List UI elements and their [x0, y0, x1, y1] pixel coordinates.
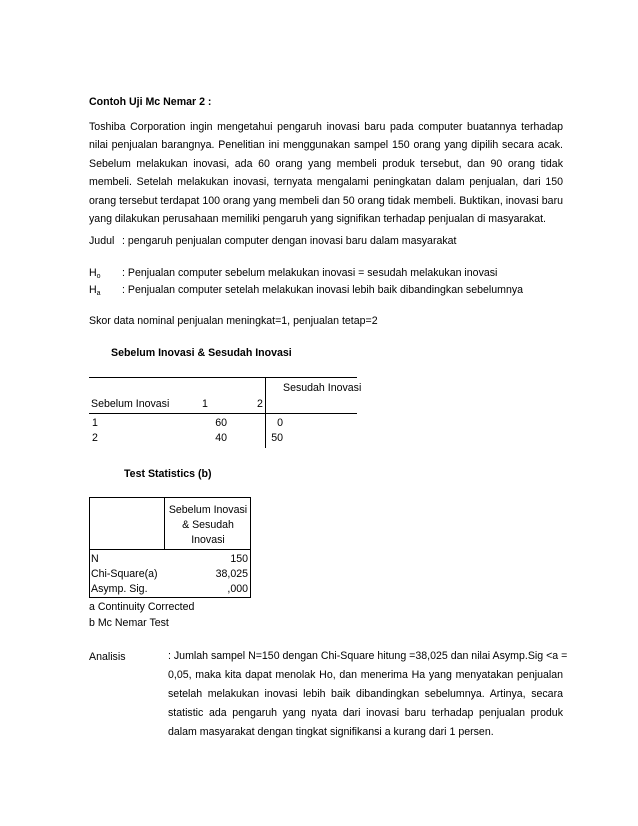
test-stats-title: Test Statistics (b): [124, 468, 212, 480]
h0-value: : Penjualan computer sebelum melakukan inovasi = sesudah melakukan inovasi: [122, 267, 498, 279]
h0-subscript: o: [96, 273, 101, 280]
intro-line: Toshiba Corporation ingin mengetahui pengaruh inovasi baru pada computer buatannya terhadap: [89, 121, 563, 133]
document-title: Contoh Uji Mc Nemar 2 :: [89, 96, 212, 108]
crosstab-row-label: 1: [92, 417, 98, 429]
skor-text: Skor data nominal penjualan meningkat=1, penjualan tetap=2: [89, 315, 378, 327]
table-rule: [89, 413, 357, 414]
table-rule: [89, 497, 90, 598]
test-stats-col-header: Inovasi: [191, 534, 225, 546]
ha-label: [89, 283, 101, 297]
test-stats-value: 38,025: [215, 568, 248, 580]
test-stats-col-header: & Sesudah: [182, 519, 234, 531]
ha-value: : Penjualan computer setelah melakukan inovasi lebih baik dibandingkan sebelumnya: [122, 284, 524, 296]
crosstab-table: [89, 377, 469, 448]
crosstab-col-label: 1: [202, 398, 208, 410]
analisis-line: 0,05, maka kita dapat menolak Ho, dan menerima Ha yang menyatakan penjualan: [168, 669, 563, 681]
judul-label: Judul: [89, 235, 115, 247]
crosstab-cell: 0: [277, 417, 283, 429]
judul-row: [0, 234, 638, 248]
intro-line: Sebelum melakukan inovasi, ada 60 orang yang membeli produk tersebut, dan 90 orang tidak: [89, 157, 563, 170]
test-stats-table: [89, 497, 251, 598]
h0-row: [0, 266, 638, 280]
h0-label: [89, 266, 101, 280]
test-stats-row-label: Asymp. Sig.: [91, 583, 148, 595]
judul-value: : pengaruh penjualan computer dengan inovasi baru dalam masyarakat: [122, 235, 457, 247]
table-rule: [89, 597, 251, 598]
crosstab-cell: 60: [215, 417, 227, 429]
crosstab-cell: 40: [215, 432, 227, 444]
intro-paragraph: [89, 118, 563, 228]
intro-line: nilai penjualan barangnya. Penelitian ini menggunakan sampel 150 orang yang dipilih secara acak.: [89, 139, 563, 152]
analisis-line: statistic ada pengaruh yang nyata dari inovasi baru terhadap penjualan produk: [168, 707, 563, 719]
ha-row: [0, 283, 638, 297]
analisis-line: : Jumlah sampel N=150 dengan Chi-Square hitung =38,025 dan nilai Asymp.Sig <a =: [168, 650, 568, 662]
test-stats-value: ,000: [227, 583, 248, 595]
test-stats-col-header: Sebelum Inovasi: [168, 504, 248, 516]
crosstab-col-group: Sesudah Inovasi: [283, 382, 362, 394]
table-rule: [89, 377, 265, 378]
test-stats-row-label: Chi-Square(a): [91, 568, 158, 580]
ha-subscript: a: [96, 290, 101, 297]
crosstab-row-label: 2: [92, 432, 98, 444]
ha-letter: H: [89, 284, 97, 296]
analisis-text: [168, 647, 568, 742]
test-stats-note: a Continuity Corrected: [89, 601, 195, 613]
analisis-line: dalam masyarakat dengan tingkat signifikansi a kurang dari 1 persen.: [168, 726, 494, 738]
table-rule: [89, 549, 251, 550]
crosstab-title: Sebelum Inovasi & Sesudah Inovasi: [111, 347, 292, 359]
h0-letter: H: [89, 267, 97, 279]
intro-line: membeli. Setelah melakukan inovasi, ternyata mengalami peningkatan dalam penjualan, dari 150: [89, 176, 563, 189]
table-rule: [265, 377, 357, 378]
test-stats-value: 150: [230, 553, 248, 565]
crosstab-cell: 50: [271, 432, 283, 444]
intro-line: yang dilakukan perusahaan memiliki pengaruh yang signifikan terhadap penjualan di masyarakat.: [89, 212, 546, 225]
test-stats-note: b Mc Nemar Test: [89, 617, 169, 629]
intro-line: orang tersebut terdapat 100 orang yang membeli dan 50 orang tidak membeli. Buktikan, inovasi baru: [89, 194, 563, 207]
crosstab-row-header: Sebelum Inovasi: [91, 398, 170, 410]
test-stats-row-label: N: [91, 553, 99, 565]
table-rule: [89, 497, 251, 498]
analisis-line: setelah melakukan inovasi lebih baik dibandingkan sebelumnya. Artinya, secara: [168, 688, 563, 700]
crosstab-col-label: 2: [257, 398, 263, 410]
analisis-label: Analisis: [89, 651, 126, 663]
